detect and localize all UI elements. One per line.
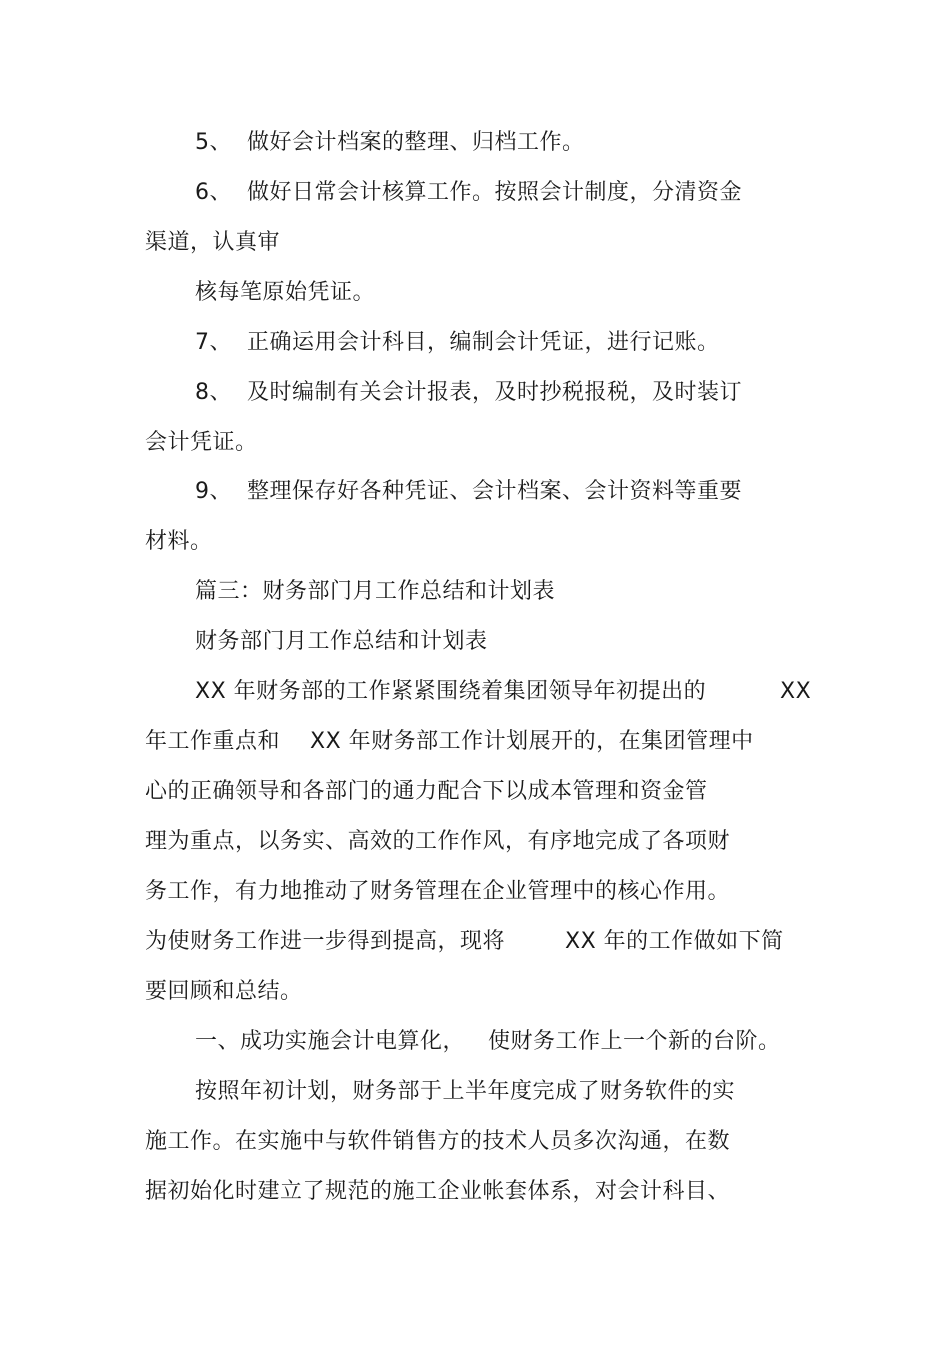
text-segment: XX <box>780 679 812 704</box>
list-item-7 <box>195 328 720 358</box>
section-heading: 篇三：财务部门月工作总结和计划表 <box>195 579 556 604</box>
list-item-8 <box>195 378 742 408</box>
text-segment: 一、成功实施会计电算化， <box>195 1029 466 1054</box>
item-number: 9、 <box>195 479 232 504</box>
item-text: 正确运用会计科目，编制会计凭证，进行记账。 <box>247 330 720 355</box>
paragraph-line <box>195 677 706 707</box>
paragraph-line: 会计凭证。 <box>145 430 258 455</box>
paragraph-line: 务工作，有力地推动了财务管理在企业管理中的核心作用。 <box>145 879 731 904</box>
item-number: 6、 <box>195 180 232 205</box>
item-number: 5、 <box>195 130 232 155</box>
item-text: 做好日常会计核算工作。按照会计制度，分清资金 <box>247 180 743 205</box>
paragraph-line: 据初始化时建立了规范的施工企业帐套体系，对会计科目、 <box>145 1179 731 1204</box>
paragraph-line: 按照年初计划，财务部于上半年度完成了财务软件的实 <box>195 1079 736 1104</box>
paragraph-line: 心的正确领导和各部门的通力配合下以成本管理和资金管 <box>145 779 708 804</box>
paragraph-line: 核每笔原始凭证。 <box>195 280 376 305</box>
document-title: 财务部门月工作总结和计划表 <box>195 629 488 654</box>
list-item-5 <box>195 128 585 158</box>
paragraph-line: 施工作。在实施中与软件销售方的技术人员多次沟通，在数 <box>145 1129 731 1154</box>
item-text: 及时编制有关会计报表，及时抄税报税，及时装订 <box>247 380 743 405</box>
text-segment: XX 年的工作做如下简 <box>565 929 784 954</box>
paragraph-line: 材料。 <box>145 529 213 554</box>
text-segment: 为使财务工作进一步得到提高，现将 <box>145 929 506 954</box>
paragraph-line: 要回顾和总结。 <box>145 979 303 1004</box>
item-text: 做好会计档案的整理、归档工作。 <box>247 130 585 155</box>
list-item-9 <box>195 477 742 507</box>
item-number: 7、 <box>195 330 232 355</box>
text-segment: 年工作重点和 <box>145 729 281 754</box>
item-number: 8、 <box>195 380 232 405</box>
paragraph-line: 渠道，认真审 <box>145 230 281 255</box>
paragraph-line: 理为重点，以务实、高效的工作作风，有序地完成了各项财 <box>145 829 731 854</box>
list-item-6 <box>195 178 742 208</box>
text-segment: XX 年财务部工作计划展开的，在集团管理中 <box>310 729 754 754</box>
item-text: 整理保存好各种凭证、会计档案、会计资料等重要 <box>247 479 743 504</box>
text-segment: 使财务工作上一个新的台阶。 <box>488 1029 781 1054</box>
text-segment: XX 年财务部的工作紧紧围绕着集团领导年初提出的 <box>195 679 707 704</box>
